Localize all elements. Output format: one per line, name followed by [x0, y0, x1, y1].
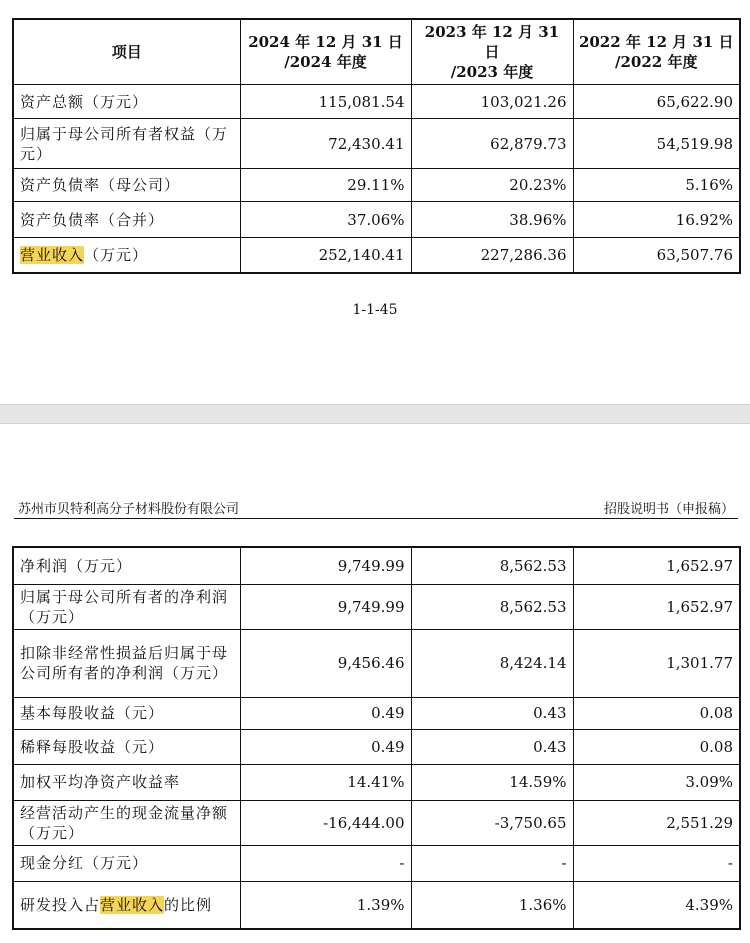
row-label: 净利润（万元） [13, 547, 240, 584]
value-2022: 16.92% [573, 202, 740, 238]
row-label-suffix: 的比例 [164, 895, 213, 914]
row-label: 资产总额（万元） [13, 85, 240, 119]
table-row [13, 584, 740, 629]
header-2024: 2024 年 12 月 31 日 /2024 年度 [240, 19, 411, 85]
value-2024: 72,430.41 [240, 119, 411, 169]
value-2023: 14.59% [411, 764, 573, 800]
value-2023: -3,750.65 [411, 800, 573, 845]
table-row [13, 729, 740, 764]
highlighted-term: 营业收入 [100, 895, 165, 914]
value-2022: 3.09% [573, 764, 740, 800]
value-2023: 1.36% [411, 881, 573, 929]
value-2023: 8,424.14 [411, 629, 573, 697]
row-label: 归属于母公司所有者的净利润（万元） [13, 584, 240, 629]
row-label: 经营活动产生的现金流量净额（万元） [13, 800, 240, 845]
page-number: 1-1-45 [352, 302, 398, 318]
financial-table-top [12, 18, 741, 274]
value-2022: 5.16% [573, 169, 740, 202]
value-2023: 8,562.53 [411, 547, 573, 584]
value-2022: 1,301.77 [573, 629, 740, 697]
financial-table-bottom [12, 546, 741, 930]
table-row [13, 764, 740, 800]
value-2023: 103,021.26 [411, 85, 573, 119]
value-2023: 8,562.53 [411, 584, 573, 629]
row-label: 加权平均净资产收益率 [13, 764, 240, 800]
table-row [13, 85, 740, 119]
page-separator [0, 404, 750, 424]
value-2023: 20.23% [411, 169, 573, 202]
row-label: 归属于母公司所有者权益（万元） [13, 119, 240, 169]
value-2022: - [573, 845, 740, 881]
value-2022: 2,551.29 [573, 800, 740, 845]
value-2022: 65,622.90 [573, 85, 740, 119]
table-row [13, 547, 740, 584]
value-2023: - [411, 845, 573, 881]
row-label: 现金分红（万元） [13, 845, 240, 881]
value-2022: 0.08 [573, 729, 740, 764]
value-2022: 54,519.98 [573, 119, 740, 169]
value-2023: 62,879.73 [411, 119, 573, 169]
value-2023: 0.43 [411, 697, 573, 729]
value-2022: 1,652.97 [573, 584, 740, 629]
value-2024: 0.49 [240, 729, 411, 764]
row-label: 稀释每股收益（元） [13, 729, 240, 764]
value-2024: 9,456.46 [240, 629, 411, 697]
row-label [13, 238, 240, 273]
value-2024: - [240, 845, 411, 881]
value-2023: 0.43 [411, 729, 573, 764]
value-2024: -16,444.00 [240, 800, 411, 845]
header-item: 项目 [13, 19, 240, 85]
value-2022: 1,652.97 [573, 547, 740, 584]
running-header-doc-type: 招股说明书（申报稿） [603, 502, 734, 517]
row-label: 基本每股收益（元） [13, 697, 240, 729]
table-row [13, 881, 740, 929]
value-2022: 63,507.76 [573, 238, 740, 273]
value-2023: 227,286.36 [411, 238, 573, 273]
header-2022: 2022 年 12 月 31 日 /2022 年度 [573, 19, 740, 85]
row-label: 资产负债率（母公司） [13, 169, 240, 202]
highlighted-term: 营业收入 [20, 245, 85, 264]
row-label [13, 881, 240, 929]
table-row [13, 169, 740, 202]
table-row [13, 800, 740, 845]
value-2024: 1.39% [240, 881, 411, 929]
value-2022: 4.39% [573, 881, 740, 929]
row-label: 资产负债率（合并） [13, 202, 240, 238]
value-2024: 9,749.99 [240, 547, 411, 584]
row-label-prefix: 研发投入占 [20, 895, 101, 914]
header-rule [14, 518, 738, 519]
row-label: 扣除非经常性损益后归属于母公司所有者的净利润（万元） [13, 629, 240, 697]
value-2024: 14.41% [240, 764, 411, 800]
running-header-company: 苏州市贝特利高分子材料股份有限公司 [18, 502, 240, 517]
table-row [13, 119, 740, 169]
table-header-row [13, 19, 740, 85]
row-label-unit: （万元） [84, 245, 149, 264]
value-2024: 9,749.99 [240, 584, 411, 629]
value-2024: 115,081.54 [240, 85, 411, 119]
value-2022: 0.08 [573, 697, 740, 729]
value-2024: 252,140.41 [240, 238, 411, 273]
value-2024: 29.11% [240, 169, 411, 202]
table-row [13, 845, 740, 881]
table-row [13, 238, 740, 273]
table-row [13, 697, 740, 729]
value-2024: 0.49 [240, 697, 411, 729]
header-2023: 2023 年 12 月 31 日 /2023 年度 [411, 19, 573, 85]
table-row [13, 202, 740, 238]
value-2024: 37.06% [240, 202, 411, 238]
table-row [13, 629, 740, 697]
value-2023: 38.96% [411, 202, 573, 238]
